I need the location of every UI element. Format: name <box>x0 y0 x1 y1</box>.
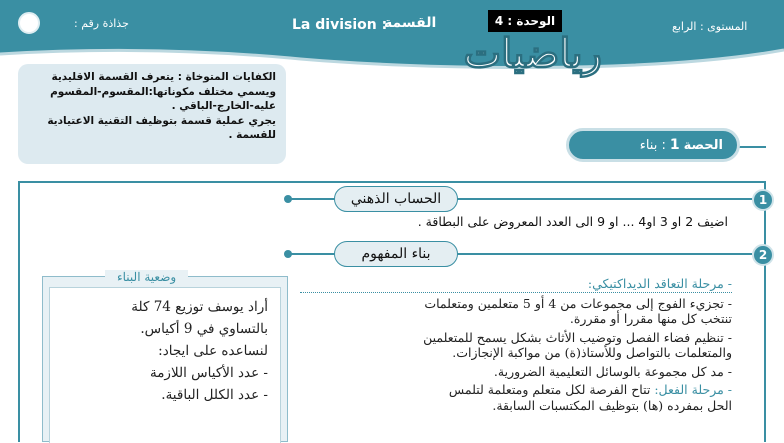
student-number-circle <box>18 12 40 34</box>
situation-line: - عدد الكلل الباقية. <box>161 387 268 403</box>
session-label: الحصة <box>683 137 723 153</box>
competency-line: ويسمي مختلف مكوناتها:المقسوم-المقسوم <box>50 85 276 98</box>
situation-line: لنساعده على ايجاد: <box>158 343 268 359</box>
lesson-title-ar: القسمة <box>384 15 437 31</box>
situation-body <box>49 287 281 443</box>
didactic-heading: - مرحلة التعاقد الديداكتيكي: <box>300 276 732 293</box>
competency-line: للقسمة . <box>228 129 276 141</box>
didactic-column <box>300 276 732 413</box>
situation-title: وضعية البناء <box>105 270 188 284</box>
student-field-label: جذاذة رقم : <box>74 17 129 30</box>
mental-calc-text: اضيف 2 او 3 او4 ... او 9 الى العدد المعروض على البطاقة . <box>417 214 728 229</box>
section-number-2: 2 <box>752 244 774 266</box>
situation-line: أراد يوسف توزيع 74 كلة <box>131 299 268 315</box>
frame-left <box>18 181 20 442</box>
didactic-line: - مد كل مجموعة بالوسائل التعليمية الضرورية. <box>493 363 732 379</box>
level-label: المستوى : الرابع <box>672 20 748 33</box>
situation-line: - عدد الأكياس اللازمة <box>149 365 268 381</box>
section-number-1: 1 <box>752 189 774 211</box>
didactic-line: - تجزيء الفوج إلى مجموعات من 4 أو 5 متعلمين ومتعلمات <box>424 295 732 311</box>
didactic-line: تنتخب كل منها مقررا أو مقررة. <box>569 311 732 326</box>
section-title-concept: بناء المفهوم <box>334 241 458 267</box>
situation-line: بالتساوي في 9 أكياس. <box>140 321 268 337</box>
lesson-title-fr: La division : <box>292 17 388 33</box>
frame-top <box>18 181 766 183</box>
competencies-box <box>18 64 286 164</box>
didactic-line: - تنظيم فضاء الفصل وتوضيب الأثاث بشكل يسمح للمتعلمين <box>423 329 732 345</box>
competency-line: عليه-الخارج-الباقي . <box>171 100 276 112</box>
frame-right <box>764 181 766 442</box>
situation-panel <box>42 270 288 442</box>
action-text-2: الحل بمفرده (ها) بتوظيف المكتسبات السابقة. <box>492 397 732 413</box>
session-pill <box>566 128 740 162</box>
unit-badge: الوحدة : 4 <box>488 10 562 32</box>
action-heading: - مرحلة الفعل: <box>654 382 732 397</box>
session-number: 1 <box>669 137 680 153</box>
didactic-line: والمتعلمات بالتواصل وللأستاذ(ة) من مواكبة الإنجازات. <box>452 345 732 360</box>
competency-line: يجري عملية قسمة بتوظيف التقنية الاعتيادية <box>47 114 276 127</box>
section-title-mental: الحساب الذهني <box>334 186 458 212</box>
action-text: تتاح الفرصة لكل متعلم ومتعلمة لتلمس <box>448 382 651 397</box>
competency-line: الكفايات المتوخاة : يتعرف القسمة الاقليدية <box>51 71 276 83</box>
subject-title: رياضيات <box>463 30 602 77</box>
session-name: : بناء <box>639 137 666 153</box>
